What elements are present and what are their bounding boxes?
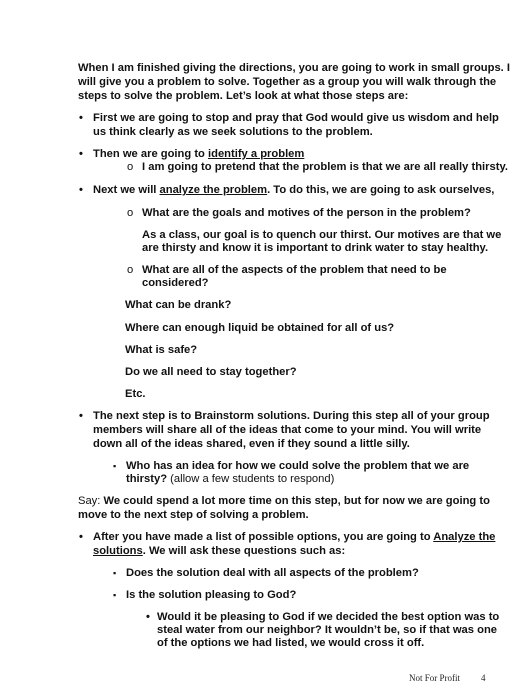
- aspect-item: Where can enough liquid be obtained for all of us?: [125, 322, 395, 334]
- say-label: Say:: [78, 495, 104, 507]
- step4-line-1: The next step is to Brainstorm solutions. During this step all of your group: [93, 410, 490, 422]
- aspect-item: What is safe?: [125, 344, 198, 356]
- step4-sub-question-end: thirsty?: [126, 473, 168, 485]
- intro-line-1: When I am finished giving the directions, you are going to work in small groups. I: [78, 62, 511, 74]
- step3-question-1: What are the goals and motives of the person in the problem?: [142, 207, 471, 219]
- step5-question-1: Does the solution deal with all aspects of the problem?: [126, 567, 419, 579]
- step3-line: [93, 184, 494, 198]
- step5-sub-line-1: Would it be pleasing to God if we decided the best option was to: [157, 611, 500, 623]
- step5-prefix: After you have made a list of possible options, you are going to: [93, 531, 434, 543]
- identify-problem-text: identify a problem: [208, 148, 305, 160]
- footer-label: Not For Profit: [409, 673, 461, 683]
- aspect-item: Etc.: [125, 388, 146, 400]
- step3-question-2-line-2: considered?: [142, 277, 209, 289]
- sub-bullet-marker: o: [127, 264, 134, 276]
- analyze-solutions-text-cont: solutions: [93, 545, 143, 557]
- say-line-2: move to the next step of solving a problem.: [78, 509, 309, 521]
- bullet-marker: •: [79, 148, 83, 160]
- intro-line-3: steps to solve the problem. Let’s look at what those steps are:: [78, 90, 409, 102]
- aspect-item: Do we all need to stay together?: [125, 366, 297, 378]
- step3-suffix: . To do this, we are going to ask ourselves,: [267, 184, 495, 196]
- step2-sub-line: I am going to pretend that the problem is that we are all really thirsty.: [142, 161, 508, 173]
- step4-line-2: members will share all of the ideas that come to your mind. You will write: [93, 424, 482, 436]
- bullet-marker: •: [79, 184, 83, 196]
- bullet-marker: •: [79, 531, 83, 543]
- say-line-1: [78, 495, 490, 509]
- step4-sub-note: (allow a few students to respond): [167, 473, 335, 485]
- bullet-marker: •: [79, 410, 83, 422]
- square-bullet-marker: ▪: [113, 590, 117, 600]
- step5-question-2: Is the solution pleasing to God?: [126, 589, 297, 601]
- step3-answer-line-1: As a class, our goal is to quench our thirst. Our motives are that we: [142, 229, 502, 241]
- step5-suffix: . We will ask these questions such as:: [142, 545, 346, 557]
- sub-bullet-marker: o: [127, 207, 134, 219]
- step3-answer-line-2: are thirsty and know it is important to drink water to stay healthy.: [142, 242, 489, 254]
- step4-line-3: down all of the ideas shared, even if they sound a little silly.: [93, 438, 410, 450]
- aspect-item: What can be drank?: [125, 299, 232, 311]
- step5-line-2: [93, 545, 345, 559]
- step2-line: [93, 148, 304, 162]
- square-bullet-marker: ▪: [113, 461, 117, 471]
- step1-line-1: First we are going to stop and pray that God would give us wisdom and help: [93, 112, 499, 124]
- bullet-marker: •: [146, 611, 150, 623]
- step5-sub-line-3: of the options we had listed, we would cross it off.: [157, 637, 425, 649]
- step4-sub-line-1: Who has an idea for how we could solve the problem that we are: [126, 460, 470, 472]
- step3-prefix: Next we will: [93, 184, 160, 196]
- say-text: We could spend a lot more time on this step, but for now we are going to: [103, 495, 490, 507]
- step4-sub-line-2: [126, 473, 334, 487]
- step1-line-2: us think clearly as we seek solutions to the problem.: [93, 126, 373, 138]
- intro-line-2: will give you a problem to solve. Together as a group you will walk through the: [78, 76, 497, 88]
- step5-sub-line-2: steal water from our neighbor? It wouldn’t be, so if that was one: [157, 624, 498, 636]
- analyze-solutions-text: Analyze the: [433, 531, 496, 543]
- square-bullet-marker: ▪: [113, 568, 117, 578]
- bullet-marker: •: [79, 112, 83, 124]
- page-number: 4: [481, 673, 486, 683]
- step2-prefix: Then we are going to: [93, 148, 208, 160]
- sub-bullet-marker: o: [127, 161, 134, 173]
- step3-question-2-line-1: What are all of the aspects of the problem that need to be: [142, 264, 447, 276]
- step5-line-1: [93, 531, 495, 545]
- analyze-problem-text: analyze the problem: [159, 184, 268, 196]
